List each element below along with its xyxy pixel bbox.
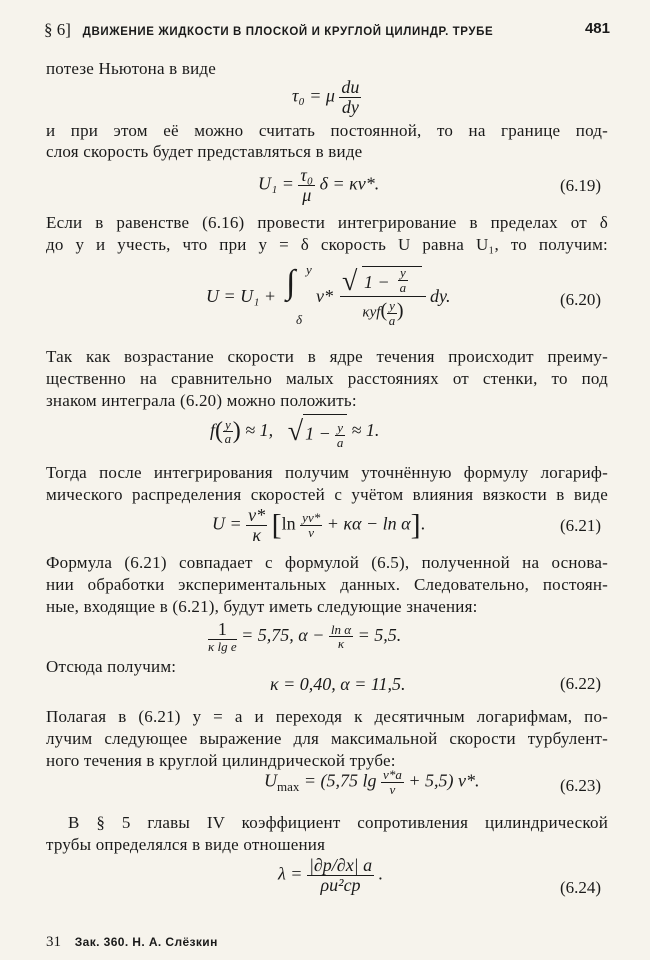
denominator: κ — [337, 636, 345, 652]
fraction — [298, 166, 315, 205]
text-line: лучим следующее выражение для максимальной скорости турбулент- — [46, 729, 608, 748]
fraction — [246, 506, 267, 545]
denominator: a — [399, 279, 407, 295]
text-line: Тогда после интегрирования получим уточнённую формулу логариф- — [46, 463, 608, 482]
footer — [46, 934, 218, 951]
sqrt-sign: √ — [287, 415, 304, 447]
numerator: y — [400, 265, 406, 280]
eq-part: = 5,75, α − — [241, 624, 325, 645]
integral-sign: ∫ — [286, 264, 296, 301]
denominator: a — [388, 312, 396, 328]
fraction — [381, 768, 404, 796]
section-marker: § 6] — [44, 20, 71, 39]
text-line: Так как возрастание скорости в ядре течения происходит преиму- — [46, 347, 608, 366]
page-number: 481 — [584, 20, 610, 37]
big-fraction — [340, 262, 426, 327]
numerator: τ₀ — [300, 165, 314, 185]
eq-part: f — [210, 419, 216, 440]
fraction — [329, 623, 353, 651]
denominator: a — [336, 434, 344, 450]
fraction — [335, 421, 345, 449]
denominator: ρu²ср — [320, 874, 361, 895]
denominator: ν — [389, 781, 396, 797]
eq-part: v* — [316, 286, 333, 306]
denominator: κ lg e — [208, 638, 237, 654]
eq-part: κyf — [362, 304, 381, 321]
eq-part: U = U₁ + — [206, 286, 277, 306]
eq-part: + 5,5) v*. — [408, 770, 480, 791]
eq-part: = 5,5. — [357, 624, 402, 645]
text-line: Полагая в (6.21) y = a и переходя к десятичным логарифмам, по- — [46, 707, 608, 726]
text-line: Формула (6.21) совпадает с формулой (6.5), полученной на основа- — [46, 553, 608, 572]
eq-part: 1 − — [305, 423, 331, 444]
eq-part: = (5,75 lg — [303, 770, 377, 791]
fraction — [339, 78, 361, 117]
numerator: 1 — [208, 620, 237, 640]
eq-part: 1 − — [364, 272, 390, 292]
equation-6-24 — [278, 856, 383, 895]
text-line: щественно на сравнительно малых расстояниях от стенки, то под — [46, 369, 608, 388]
denominator: κ — [252, 524, 261, 545]
numerator: yv* — [302, 510, 321, 526]
text-line: и при этом её можно считать постоянной, то на границе под- — [46, 121, 608, 140]
fraction — [398, 266, 408, 294]
text-line: Если в равенстве (6.16) провести интегрирование в пределах от δ — [46, 213, 608, 232]
eq-part: ≈ 1, — [245, 419, 274, 440]
text-line: трубы определялся в виде отношения — [46, 835, 326, 854]
equation-number: (6.20) — [560, 290, 602, 309]
denominator: a — [224, 431, 232, 447]
sqrt-bar — [362, 266, 422, 267]
fraction — [208, 620, 237, 654]
eq-part: + κα − ln α — [326, 513, 411, 534]
equation-number: (6.24) — [560, 878, 602, 897]
numerator: y — [389, 298, 395, 313]
equation-6-23 — [264, 768, 479, 796]
equation-values — [208, 620, 401, 654]
eq-part: U₁ = — [258, 173, 294, 194]
equation-approx: f( $\frac{y}{a}$ ) ≈ 1, √ 1 − $\frac{y}{a}$ ≈ 1. — [210, 415, 380, 450]
eq-part: U — [264, 770, 277, 791]
fraction — [307, 856, 374, 895]
imprint: Зак. 360. Н. А. Слёзкин — [74, 935, 218, 949]
text-line: Отсюда получим: — [46, 657, 177, 676]
text-line: слоя скорость будет представляться в виде — [46, 142, 363, 161]
sqrt-sign: √ — [342, 266, 358, 297]
equation-number: (6.23) — [560, 776, 602, 795]
eq-part: dy. — [430, 286, 451, 306]
numerator: v* — [248, 505, 266, 525]
numerator: y — [225, 416, 231, 432]
denominator: ν — [308, 524, 315, 540]
text-line: ного течения в круглой цилиндрической трубе: — [46, 751, 396, 770]
equation-number: (6.19) — [560, 176, 602, 195]
text-line: знаком интеграла (6.20) можно положить: — [46, 391, 357, 410]
equation-6-19 — [258, 166, 379, 205]
numerator: ln α — [330, 621, 352, 637]
signature-number: 31 — [46, 934, 61, 950]
text-line: до y и учесть, что при y = δ скорость U равна U₁, то получим: — [46, 235, 608, 254]
numerator: y — [337, 420, 343, 435]
equation-6-22: κ = 0,40, α = 11,5. — [270, 674, 406, 694]
eq-part: ≈ 1. — [351, 419, 380, 440]
fraction-den: κyf( $\frac{y}{a}$ ) — [362, 298, 404, 328]
eq-part: λ = — [278, 863, 303, 884]
eq-part: U = — [212, 513, 242, 534]
numerator: |∂p/∂x| a — [308, 855, 373, 875]
sqrt-radicand — [303, 414, 347, 449]
eq-part: ln — [281, 513, 296, 534]
text-line: нии обработки экспериментальных данных. Следовательно, постоян- — [46, 575, 608, 594]
running-header — [44, 20, 610, 40]
numerator: du — [341, 77, 360, 97]
integral-upper: y — [306, 262, 312, 277]
eq-part: τ₀ = μ — [292, 85, 335, 106]
running-title: ДВИЖЕНИЕ ЖИДКОСТИ В ПЛОСКОЙ И КРУГЛОЙ ЦИЛИНДР. ТРУБЕ — [82, 26, 494, 38]
integral-lower: δ — [296, 312, 303, 327]
denominator: dy — [341, 96, 359, 117]
fraction-num — [340, 262, 426, 297]
fraction — [300, 511, 322, 539]
equation-number: (6.21) — [560, 516, 602, 535]
text-line: потезе Ньютона в виде — [46, 59, 216, 78]
fraction — [223, 418, 233, 446]
equation-number: (6.22) — [560, 674, 602, 693]
numerator: v*a — [383, 767, 402, 782]
denominator: μ — [302, 184, 312, 205]
eq-part: . — [378, 863, 384, 884]
text-line: В § 5 главы IV коэффициент сопротивления цилиндрической — [68, 813, 608, 832]
equation-tau — [292, 78, 361, 117]
subscript: max — [277, 778, 300, 794]
eq-part: δ = κv*. — [319, 173, 380, 194]
fraction — [387, 299, 397, 327]
text-line: ные, входящие в (6.21), будут иметь следующие значения: — [46, 597, 478, 616]
equation-6-21: U = $\frac{v*}{\kappa}$ [ln $\frac{yv*}{\nu}$ + κα − ln α]. — [212, 505, 426, 545]
text-line: мического распределения скоростей с учётом влияния вязкости в виде — [46, 485, 608, 504]
